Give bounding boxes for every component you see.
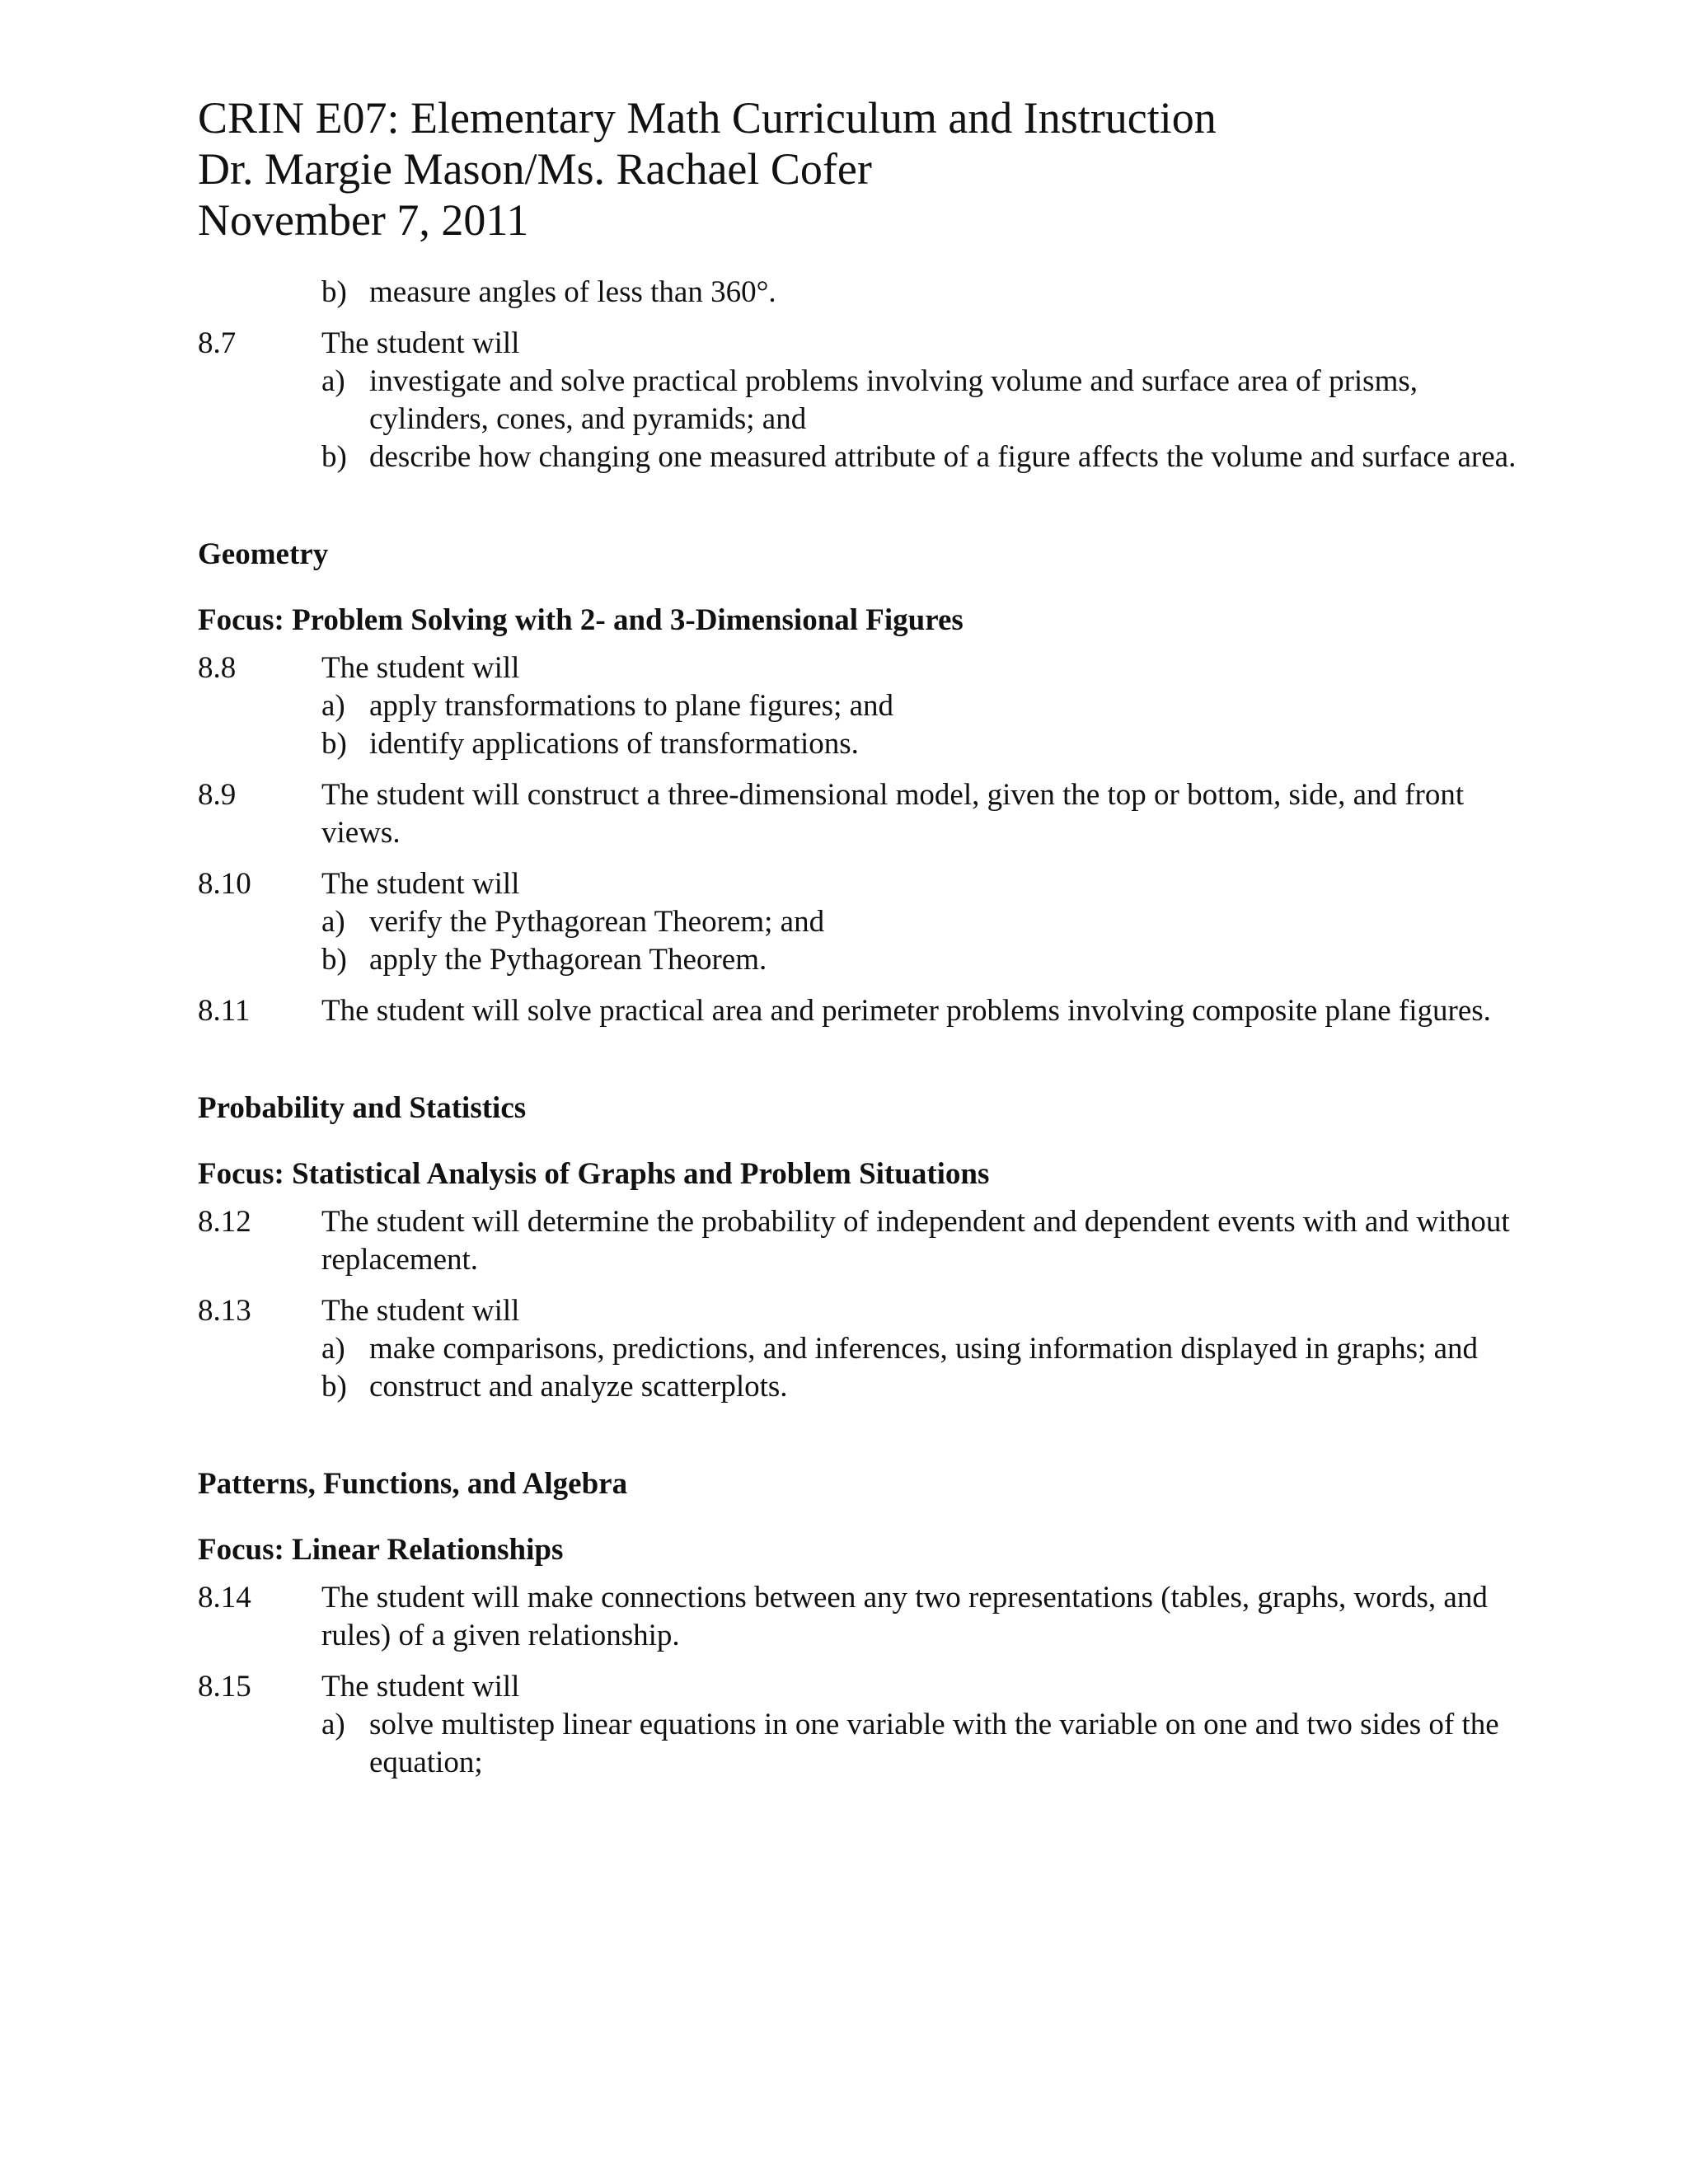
standard-content	[321, 325, 1517, 476]
sub-item-letter: a)	[321, 905, 345, 939]
continued-sub-item	[321, 274, 1517, 312]
standard-8-11	[198, 992, 1517, 1030]
sub-item-text: measure angles of less than 360°.	[369, 275, 776, 309]
sub-item-letter: b)	[321, 943, 347, 977]
sub-item	[321, 941, 1517, 979]
focus-heading-probability: Focus: Statistical Analysis of Graphs and Problem Situations	[198, 1157, 990, 1191]
sub-item-letter: a)	[321, 1708, 345, 1741]
standard-number: 8.15	[198, 1670, 251, 1704]
sub-item-letter: a)	[321, 1332, 345, 1366]
sub-item-text: apply the Pythagorean Theorem.	[369, 943, 767, 977]
document-header	[198, 92, 1517, 246]
sub-item-text: investigate and solve practical problems involving volume and surface area of prisms, cylinders, cones, and pyramids; and	[369, 364, 1418, 436]
standard-8-15	[198, 1668, 1517, 1782]
standard-number: 8.11	[198, 994, 251, 1028]
standard-8-12	[198, 1203, 1517, 1279]
standard-text: The student will solve practical area and perimeter problems involving composite plane figures.	[321, 994, 1491, 1028]
standard-content	[321, 1668, 1517, 1782]
section-heading-geometry: Geometry	[198, 537, 329, 571]
standard-lead: The student will	[321, 1670, 520, 1704]
sub-item-text: apply transformations to plane figures; and	[369, 689, 894, 723]
course-title: CRIN E07: Elementary Math Curriculum and Instruction	[198, 93, 1217, 143]
standard-content	[321, 649, 1517, 763]
standard-lead: The student will	[321, 1294, 520, 1328]
sub-item-text: describe how changing one measured attribute of a figure affects the volume and surface area.	[369, 440, 1517, 474]
focus-heading-algebra: Focus: Linear Relationships	[198, 1533, 564, 1567]
section-heading-algebra: Patterns, Functions, and Algebra	[198, 1467, 628, 1501]
sub-item	[321, 1368, 1517, 1406]
standard-number: 8.9	[198, 778, 237, 812]
sub-item	[321, 725, 1517, 763]
standard-number: 8.8	[198, 651, 237, 685]
standard-8-10	[198, 865, 1517, 979]
sub-item-text: verify the Pythagorean Theorem; and	[369, 905, 825, 939]
focus-heading-geometry: Focus: Problem Solving with 2- and 3-Dimensional Figures	[198, 603, 964, 637]
standard-number: 8.12	[198, 1205, 251, 1239]
standard-lead: The student will	[321, 651, 520, 685]
sub-item-text: construct and analyze scatterplots.	[369, 1370, 788, 1404]
sub-item-text: identify applications of transformations.	[369, 727, 859, 761]
standard-number: 8.10	[198, 867, 251, 901]
sub-item-letter: a)	[321, 364, 345, 398]
sub-item	[321, 687, 1517, 725]
sub-item-letter: b)	[321, 275, 347, 309]
standard-text: The student will make connections between any two representations (tables, graphs, words, and rules) of a given relationship.	[321, 1581, 1488, 1652]
standard-content	[321, 865, 1517, 979]
sub-item	[321, 1706, 1517, 1782]
sub-item	[321, 1330, 1517, 1368]
standard-8-7	[198, 325, 1517, 476]
sub-item-letter: b)	[321, 727, 347, 761]
standard-number: 8.14	[198, 1581, 251, 1615]
standard-text: The student will determine the probability of independent and dependent events with and without replacement.	[321, 1205, 1510, 1277]
instructors-line: Dr. Margie Mason/Ms. Rachael Cofer	[198, 144, 872, 194]
sub-item-text: make comparisons, predictions, and inferences, using information displayed in graphs; and	[369, 1332, 1479, 1366]
sub-item-letter: b)	[321, 440, 347, 474]
standard-text: The student will construct a three-dimensional model, given the top or bottom, side, and front views.	[321, 778, 1465, 850]
document-page	[198, 92, 1517, 1795]
standard-8-13	[198, 1292, 1517, 1406]
standard-lead: The student will	[321, 326, 520, 360]
sub-item-letter: a)	[321, 689, 345, 723]
standard-8-14	[198, 1579, 1517, 1655]
sub-item-text: solve multistep linear equations in one variable with the variable on one and two sides of the equation;	[369, 1708, 1499, 1779]
sub-item	[321, 903, 1517, 941]
sub-item-letter: b)	[321, 1370, 347, 1404]
standard-number: 8.7	[198, 326, 237, 360]
standard-8-9	[198, 776, 1517, 852]
standard-8-8	[198, 649, 1517, 763]
sub-item	[321, 363, 1517, 438]
section-heading-probability: Probability and Statistics	[198, 1091, 527, 1125]
standard-number: 8.13	[198, 1294, 251, 1328]
date-line: November 7, 2011	[198, 195, 529, 245]
standard-lead: The student will	[321, 867, 520, 901]
sub-item	[321, 438, 1517, 476]
standard-content	[321, 1292, 1517, 1406]
document-body	[198, 274, 1517, 1782]
